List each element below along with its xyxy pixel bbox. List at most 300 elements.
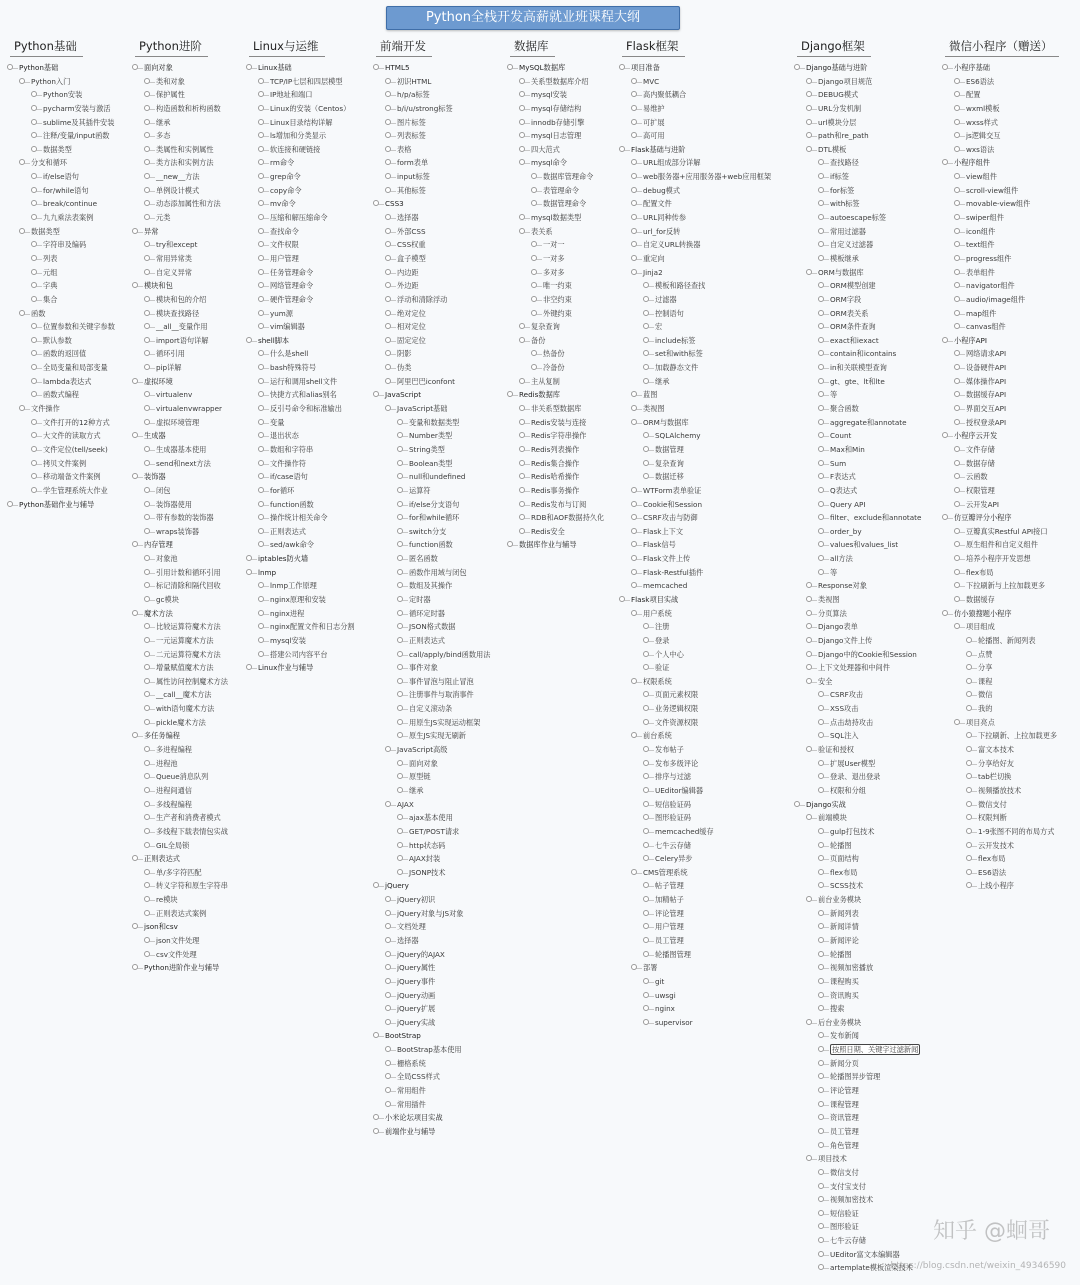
topic-node [510,88,604,102]
topic-node [510,197,604,211]
topic-node [10,143,115,157]
node-marker-icon [954,214,960,220]
topic-label: view组件 [966,172,997,182]
topic-label: 单/多字符匹配 [156,867,202,877]
topic-label: break/continue [43,199,98,209]
topic-node [376,907,490,921]
node-marker-icon [631,391,637,397]
node-marker-icon [954,200,960,206]
node-marker-icon [507,391,513,397]
topic-node [249,538,355,552]
topic-label: 进程间通信 [156,785,192,795]
topic-label: 移动端备文件案例 [43,472,101,482]
topic-label: supervisor [655,1017,693,1027]
topic-label: wxss样式 [966,117,998,127]
topic-label: 属性访问控制魔术方法 [156,676,228,686]
topic-label: 轮播图、新闻列表 [978,635,1036,645]
node-marker-icon [519,378,525,384]
node-marker-icon [966,855,972,861]
topic-label: ORM表关系 [830,308,869,318]
node-marker-icon [818,869,824,875]
node-marker-icon [144,814,150,820]
topic-node [797,225,921,239]
topic-node [622,88,771,102]
topic-label: 登录 [655,635,670,645]
topic-label: tab栏切换 [978,772,1012,782]
topic-node [376,566,490,580]
node-marker-icon [643,691,649,697]
topic-label: Redis字符串操作 [531,431,587,441]
topic-label: 前台系统 [643,731,672,741]
node-marker-icon [531,187,537,193]
topic-node [945,770,1059,784]
topic-label: 正则表达式 [144,854,180,864]
topic-label: sublime及其插件安装 [43,117,115,127]
node-marker-icon [144,760,150,766]
topic-label: flex布局 [830,867,858,877]
topic-label: 授权登录API [966,417,1007,427]
topic-label: 权限判断 [978,813,1007,823]
node-marker-icon [818,337,824,343]
topic-label: 登录、退出登录 [830,772,881,782]
topic-label: 原生组件和自定义组件 [966,540,1038,550]
topic-node [510,116,604,130]
node-marker-icon [519,446,525,452]
topic-label: 复杂查询 [531,322,560,332]
topic-node [510,211,604,225]
column-3 [249,35,355,675]
topic-node [945,320,1059,334]
node-marker-icon [643,896,649,902]
topic-node [797,825,921,839]
node-marker-icon [519,473,525,479]
topic-node [797,934,921,948]
node-marker-icon [643,282,649,288]
topic-node [510,238,604,252]
topic-node [376,238,490,252]
topic-label: 函数作用域与闭包 [409,567,467,577]
node-marker-icon [631,582,637,588]
topic-node [945,607,1059,621]
topic-node [135,620,228,634]
topic-label: jQuery的AJAX [397,949,445,959]
topic-node [510,61,604,75]
node-marker-icon [954,91,960,97]
topic-node [622,320,771,334]
node-marker-icon [31,173,37,179]
topic-node [622,170,771,184]
topic-node [376,61,490,75]
topic-node [945,879,1059,893]
topic-label: 一元运算魔术方法 [156,635,214,645]
topic-node [945,102,1059,116]
topic-node [10,197,115,211]
topic-node [376,511,490,525]
node-marker-icon [643,746,649,752]
topic-label: audio/image组件 [966,294,1026,304]
topic-label: 函数 [31,308,46,318]
node-marker-icon [31,323,37,329]
topic-label: CSRF攻击 [830,690,864,700]
topic-node [10,156,115,170]
node-marker-icon [258,623,264,629]
topic-label: memcached缓存 [655,826,714,836]
node-marker-icon [818,282,824,288]
node-marker-icon [631,255,637,261]
topic-node [376,266,490,280]
topic-label: 自定义URL转换器 [643,240,701,250]
column-1 [10,35,115,511]
topic-node [797,156,921,170]
topic-label: 魔术方法 [144,608,173,618]
topic-node [249,484,355,498]
node-marker-icon [643,978,649,984]
topic-label: 排序与过滤 [655,772,691,782]
node-marker-icon [385,992,391,998]
node-marker-icon [385,951,391,957]
topic-node [10,334,115,348]
node-marker-icon [519,337,525,343]
topic-label: 继承 [156,117,171,127]
topic-label: 字典 [43,281,58,291]
topic-label: 选择器 [397,213,419,223]
topic-node [945,129,1059,143]
topic-label: 1-9张图不同的布局方式 [978,826,1055,836]
node-marker-icon [818,1032,824,1038]
topic-node [622,429,771,443]
topic-label: 文件存储 [966,444,995,454]
topic-label: jQuery属性 [397,963,436,973]
node-marker-icon [643,446,649,452]
topic-label: 继承 [655,376,670,386]
topic-node [10,320,115,334]
node-marker-icon [631,91,637,97]
topic-label: 绝对定位 [397,308,426,318]
node-marker-icon [519,119,525,125]
topic-label: 选择器 [397,936,419,945]
topic-label: MySQL数据库 [519,63,566,72]
topic-node [797,634,921,648]
topic-label: 云开发技术 [978,840,1014,850]
topic-label: set和with标签 [655,349,703,359]
topic-node [135,729,228,743]
node-marker-icon [144,514,150,520]
topic-tree [376,61,490,1139]
topic-node [376,457,490,471]
node-marker-icon [397,446,403,452]
topic-node [135,770,228,784]
topic-label: 退出状态 [270,431,299,441]
topic-label: 四大范式 [531,144,560,154]
topic-node [797,552,921,566]
topic-node [135,661,228,675]
topic-node [945,457,1059,471]
topic-node [10,347,115,361]
topic-node [135,470,228,484]
node-marker-icon [31,187,37,193]
topic-node [249,61,355,75]
topic-node [622,961,771,975]
node-marker-icon [519,460,525,466]
topic-label: ajax基本使用 [409,813,453,823]
node-marker-icon [806,119,812,125]
topic-label: 列表标签 [397,131,426,141]
node-marker-icon [385,978,391,984]
node-marker-icon [954,596,960,602]
node-marker-icon [144,187,150,193]
topic-node [376,1043,490,1057]
node-marker-icon [385,1019,391,1025]
column-header: Python基础 [10,37,83,57]
node-marker-icon [818,964,824,970]
topic-label: DEBUG模式 [818,90,859,100]
topic-node [249,102,355,116]
topic-label: Django文件上传 [818,635,873,645]
topic-node [376,675,490,689]
topic-label: 阴影 [397,349,412,359]
node-marker-icon [31,105,37,111]
node-marker-icon [7,501,13,507]
node-marker-icon [643,1005,649,1011]
topic-node [622,511,771,525]
node-marker-icon [144,350,150,356]
topic-node [249,498,355,512]
node-marker-icon [144,296,150,302]
node-marker-icon [643,296,649,302]
node-marker-icon [818,1101,824,1107]
topic-label: JavaScript基础 [397,404,448,414]
topic-node [135,170,228,184]
topic-label: Linux作业与辅导 [258,663,314,673]
topic-label: exact和iexact [830,335,879,345]
node-marker-icon [806,596,812,602]
topic-node [797,197,921,211]
topic-label: 常用异常类 [156,253,192,263]
topic-node [510,457,604,471]
node-marker-icon [397,514,403,520]
topic-node [510,279,604,293]
topic-label: 项目准备 [631,63,660,72]
topic-label: Python安装 [43,90,83,100]
topic-label: gt、gte、lt和lte [830,376,885,386]
node-marker-icon [818,391,824,397]
topic-label: 数据存储 [966,458,995,468]
node-marker-icon [794,801,800,807]
topic-label: 函数式编程 [43,390,79,400]
node-marker-icon [258,419,264,425]
node-marker-icon [397,569,403,575]
node-marker-icon [818,364,824,370]
topic-node [135,798,228,812]
topic-node [135,61,228,75]
topic-node [135,116,228,130]
topic-node [797,907,921,921]
topic-node [135,402,228,416]
topic-label: 自定义过滤器 [830,240,874,250]
topic-label: Celery异步 [655,854,693,864]
node-marker-icon [954,173,960,179]
topic-node [622,307,771,321]
node-marker-icon [818,501,824,507]
topic-tree [249,61,355,675]
node-marker-icon [631,610,637,616]
topic-node [622,129,771,143]
topic-label: if/case语句 [270,472,308,482]
node-marker-icon [258,460,264,466]
node-marker-icon [954,473,960,479]
node-marker-icon [818,923,824,929]
topic-tree [797,61,921,1275]
topic-node [135,743,228,757]
topic-node [135,416,228,430]
topic-node [376,852,490,866]
topic-node [797,1084,921,1098]
node-marker-icon [631,678,637,684]
topic-label: Jinja2 [643,267,663,277]
topic-node [797,688,921,702]
topic-node [135,607,228,621]
topic-label: 转义字符和原生字符串 [156,881,228,891]
topic-node [797,116,921,130]
topic-node [622,839,771,853]
topic-node [376,320,490,334]
topic-label: h/p/a标签 [397,90,430,100]
column-8 [945,35,1059,893]
topic-label: 视频播放技术 [978,785,1022,795]
topic-label: 什么是shell [270,349,309,359]
topic-node [249,361,355,375]
topic-label: jQuery对象与JS对象 [397,908,464,918]
node-marker-icon [818,214,824,220]
node-marker-icon [144,91,150,97]
node-marker-icon [818,842,824,848]
topic-label: 下拉刷新与上拉加载更多 [966,581,1046,591]
topic-label: 数据类型 [43,144,72,154]
topic-label: 定时器 [409,594,431,604]
watermark-url: https://blog.csdn.net/weixin_49346590 [890,1261,1066,1271]
topic-node [945,484,1059,498]
topic-label: 保护属性 [156,90,185,100]
topic-node [249,225,355,239]
topic-node [10,88,115,102]
node-marker-icon [132,64,138,70]
column-5 [510,35,604,552]
topic-label: Linux目录结构详解 [270,117,333,127]
node-marker-icon [643,664,649,670]
topic-node [945,648,1059,662]
topic-label: CSS3 [385,199,404,209]
topic-label: Redis数据库 [519,390,560,400]
node-marker-icon [643,828,649,834]
topic-label: 模块查找路径 [156,308,200,318]
topic-label: SQLAlchemy [655,431,701,441]
node-marker-icon [954,241,960,247]
topic-node [376,184,490,198]
topic-label: 类视图 [818,594,840,604]
node-marker-icon [397,487,403,493]
topic-label: 数据缓存API [966,390,1007,400]
topic-node [135,375,228,389]
topic-node [249,307,355,321]
topic-node [945,470,1059,484]
topic-node [135,948,228,962]
topic-label: JavaScript高级 [397,745,448,755]
topic-label: 发布帖子 [655,745,684,755]
node-marker-icon [966,882,972,888]
topic-node [376,1084,490,1098]
topic-label: mysql存储结构 [531,103,582,113]
node-marker-icon [806,146,812,152]
topic-label: Flask上下文 [643,526,684,536]
topic-label: 页面元素权限 [655,690,699,700]
topic-label: 分享 [978,663,993,673]
topic-label: URL同种传参 [643,213,687,223]
topic-label: function函数 [270,499,314,509]
node-marker-icon [818,569,824,575]
node-marker-icon [385,228,391,234]
topic-label: 蓝图 [643,390,658,400]
topic-node [945,743,1059,757]
topic-node [622,552,771,566]
topic-node [622,375,771,389]
node-marker-icon [144,842,150,848]
topic-node [945,538,1059,552]
topic-node [797,675,921,689]
topic-label: Python进阶作业与辅导 [144,963,220,973]
topic-label: Redis安装与连接 [531,417,587,427]
topic-label: movable-view组件 [966,199,1031,209]
node-marker-icon [818,1210,824,1216]
node-marker-icon [631,269,637,275]
node-marker-icon [397,432,403,438]
node-marker-icon [631,78,637,84]
topic-node [135,811,228,825]
topic-label: for循环 [270,485,295,495]
node-marker-icon [397,814,403,820]
topic-node [622,1016,771,1030]
topic-label: 配置 [966,90,981,100]
node-marker-icon [258,159,264,165]
topic-label: 图形验证 [830,1222,859,1232]
topic-node [510,538,604,552]
node-marker-icon [519,419,525,425]
topic-label: lambda表达式 [43,376,92,386]
topic-label: 运算符 [409,485,431,495]
node-marker-icon [258,596,264,602]
topic-label: 全局变量和局部变量 [43,363,108,373]
topic-node [376,197,490,211]
node-marker-icon [519,405,525,411]
node-marker-icon [385,378,391,384]
topic-node [797,457,921,471]
topic-node [945,252,1059,266]
node-marker-icon [631,541,637,547]
node-marker-icon [818,555,824,561]
node-marker-icon [954,146,960,152]
node-marker-icon [258,173,264,179]
topic-label: http状态码 [409,840,446,850]
topic-label: virtualenv [156,390,193,400]
topic-label: vim编辑器 [270,322,305,332]
topic-node [797,375,921,389]
topic-label: 仿豆瓣评分小程序 [954,513,1012,523]
topic-node [622,579,771,593]
topic-label: url模块分层 [818,117,857,127]
topic-label: 数组及其操作 [409,581,453,591]
topic-node [945,75,1059,89]
topic-label: 异常 [144,226,159,236]
topic-label: Max和Min [830,444,865,454]
